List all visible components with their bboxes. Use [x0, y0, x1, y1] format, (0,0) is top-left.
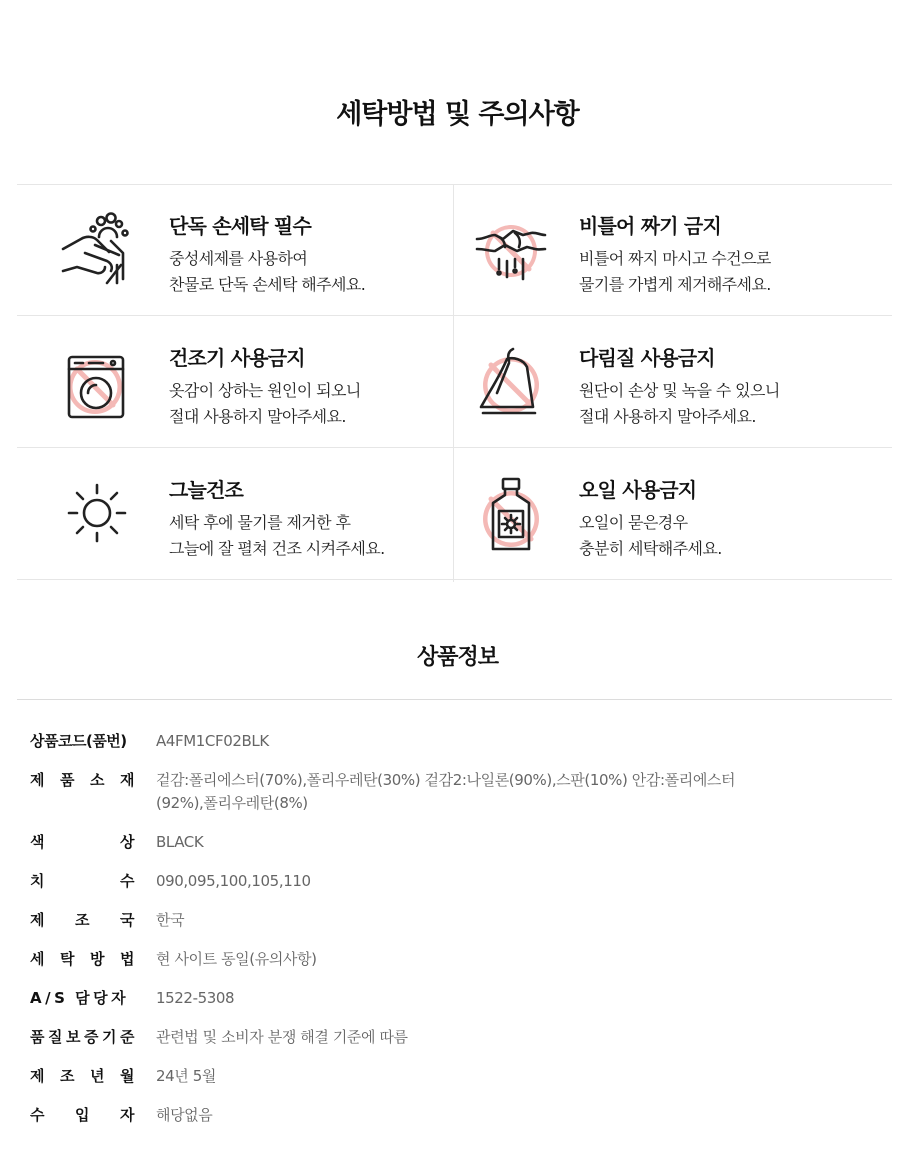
product-info-row: [30, 1104, 790, 1127]
care-item-title: 단독 손세탁 필수: [169, 214, 311, 238]
care-item-hand-wash: [17, 185, 453, 316]
product-info-value: 24년 5월: [156, 1067, 216, 1085]
care-item-title: 다림질 사용금지: [579, 346, 715, 370]
care-item-desc-line: 비틀어 짜지 마시고 수건으로: [579, 249, 771, 268]
product-info-value: 겉감:폴리에스터(70%),폴리우레탄(30%) 겉감2:나일론(90%),스판(10%) 안감:폴리에스터(92%),폴리우레탄(8%): [156, 771, 736, 812]
care-item-desc-line: 절대 사용하지 말아주세요.: [169, 407, 346, 426]
product-info-value: BLACK: [156, 833, 204, 851]
product-info-label: 품 질 보 증 기 준: [30, 1028, 134, 1046]
product-info-label: A / S 담 당 자: [30, 989, 126, 1007]
product-info-table: [30, 730, 790, 1143]
product-info-label: 수 입 자: [30, 1106, 134, 1124]
care-row: [17, 185, 892, 316]
no-dryer-icon: [55, 341, 139, 425]
product-info-row: [30, 870, 790, 893]
product-info-value: 해당없음: [156, 1106, 213, 1124]
product-info-value: 090,095,100,105,110: [156, 872, 311, 890]
product-info-value: 현 사이트 동일(유의사항): [156, 950, 317, 968]
care-item-desc-line: 찬물로 단독 손세탁 해주세요.: [169, 275, 366, 294]
product-info-value: A4FM1CF02BLK: [156, 732, 269, 750]
care-item-desc-line: 중성세제를 사용하여: [169, 249, 308, 268]
care-item-desc-line: 오일이 묻은경우: [579, 513, 688, 532]
product-info-label: 제 조 년 월: [30, 1067, 134, 1085]
product-info-row: [30, 948, 790, 971]
product-info-label: 상품코드(품번): [30, 732, 127, 750]
product-info-value: 한국: [156, 911, 185, 929]
care-instructions-grid: [17, 184, 892, 581]
product-info-row: [30, 1065, 790, 1088]
no-oil-icon: [469, 473, 553, 557]
care-item-desc-line: 세탁 후에 물기를 제거한 후: [169, 513, 351, 532]
shade-dry-icon: [55, 473, 139, 557]
care-item-desc-line: 그늘에 잘 펼쳐 건조 시켜주세요.: [169, 539, 385, 558]
product-info-row: [30, 730, 790, 753]
product-info-label: 색 상: [30, 833, 134, 851]
hand-wash-icon: [55, 209, 139, 293]
product-info-value: 1522-5308: [156, 989, 235, 1007]
product-info-label: 세 탁 방 법: [30, 950, 134, 968]
care-item-title: 오일 사용금지: [579, 478, 697, 502]
product-info-divider: [17, 699, 892, 700]
care-item-title: 비틀어 짜기 금지: [579, 214, 721, 238]
care-item-desc-line: 충분히 세탁해주세요.: [579, 539, 722, 558]
product-info-row: [30, 831, 790, 854]
care-item-no-wring: [454, 185, 890, 316]
product-info-label: 제 품 소 재: [30, 771, 134, 789]
care-section-title: 세탁방법 및 주의사항: [336, 99, 579, 130]
care-item-desc-line: 옷감이 상하는 원인이 되오니: [169, 381, 361, 400]
care-item-title: 건조기 사용금지: [169, 346, 305, 370]
care-row: [17, 449, 892, 580]
product-info-row: [30, 987, 790, 1010]
care-item-no-iron: [454, 317, 890, 448]
care-item-desc-line: 절대 사용하지 말아주세요.: [579, 407, 756, 426]
product-info-row: [30, 909, 790, 932]
product-info-title: 상품정보: [416, 645, 498, 670]
no-wring-icon: [469, 209, 553, 293]
care-item-no-dryer: [17, 317, 453, 448]
care-item-title: 그늘건조: [169, 478, 244, 502]
product-info-row: [30, 769, 790, 815]
care-item-no-oil: [454, 449, 890, 580]
care-row: [17, 317, 892, 448]
care-item-desc-line: 물기를 가볍게 제거해주세요.: [579, 275, 771, 294]
care-item-desc-line: 원단이 손상 및 녹을 수 있으니: [579, 381, 780, 400]
no-iron-icon: [469, 341, 553, 425]
product-info-value: 관련법 및 소비자 분쟁 해결 기준에 따름: [156, 1028, 408, 1046]
product-info-label: 치 수: [30, 872, 134, 890]
care-item-shade-dry: [17, 449, 453, 580]
product-info-label: 제 조 국: [30, 911, 134, 929]
product-info-row: [30, 1026, 790, 1049]
